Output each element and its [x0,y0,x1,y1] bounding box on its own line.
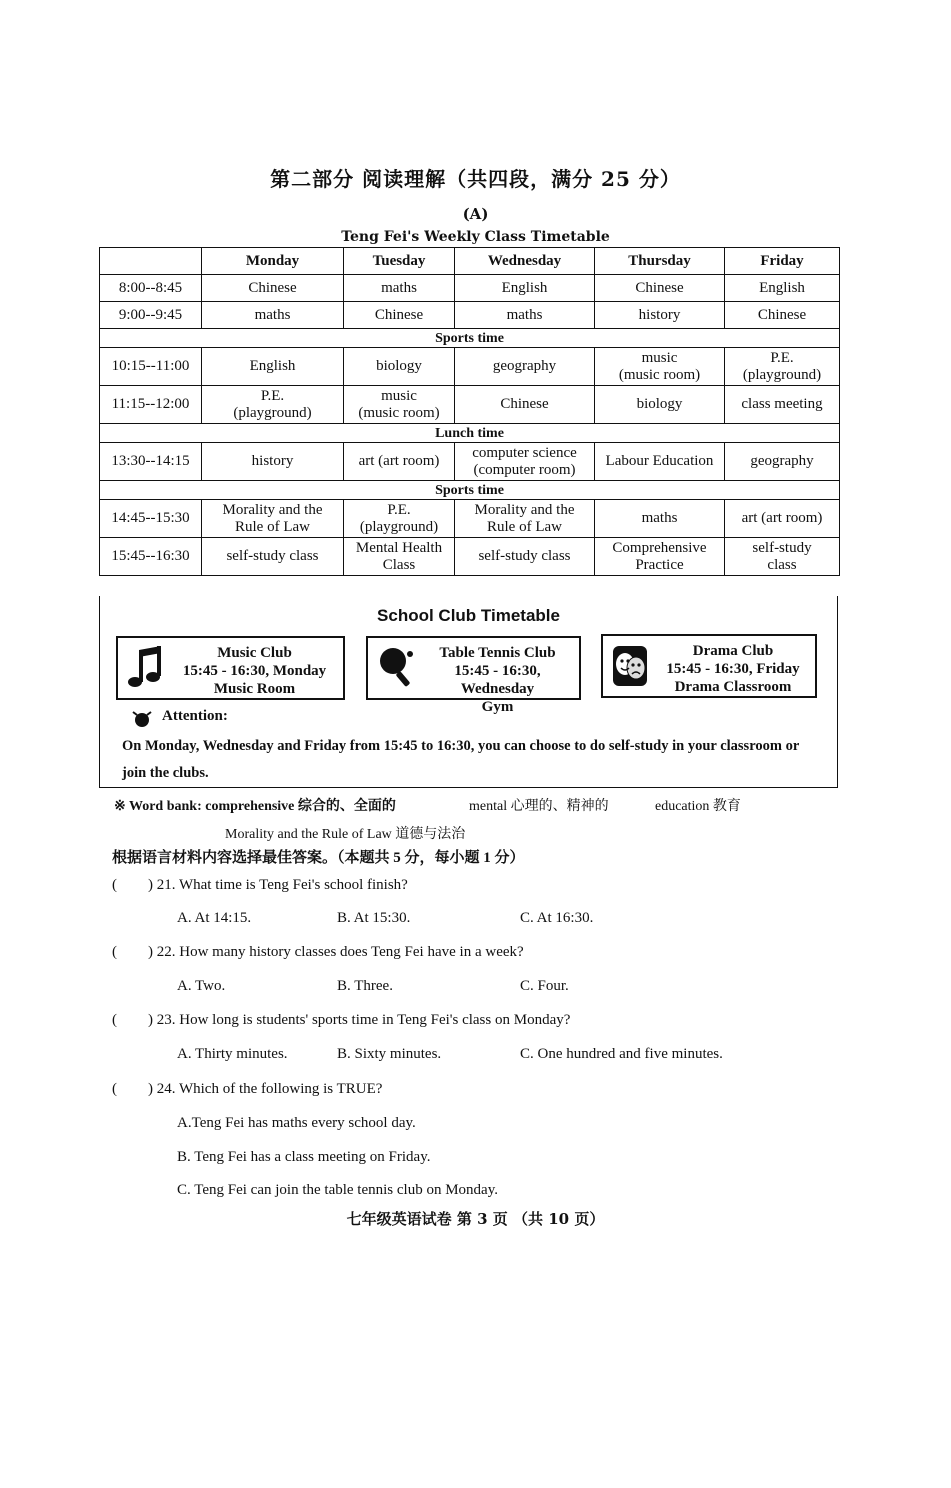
q21-option-c: C. At 16:30. [520,910,594,926]
q23-option-a: A. Thirty minutes. [177,1046,288,1062]
club-place: Gym [481,699,514,715]
class-cell: Morality and the Rule of Law [455,500,595,538]
section-title: 第二部分 阅读理解（共四段，满分 25 分） [270,167,681,191]
club-time: 15:45 - 16:30, Wednesday [454,663,541,697]
attention-text: On Monday, Wednesday and Friday from 15:45 to 16:30, you can choose to do self-study in your classroom or join the clubs. [122,738,799,781]
class-cell: Chinese [344,302,455,329]
timetable-header-row [100,248,840,275]
time-slot: 10:15--11:00 [100,348,202,386]
day-header: Wednesday [455,248,595,275]
q22-text: ) 22. How many history classes does Teng Fei have in a week? [148,944,524,960]
class-cell: P.E. (playground) [725,348,840,386]
class-cell: English [455,275,595,302]
music-club-card [116,636,345,700]
timetable-title: Teng Fei's Weekly Class Timetable [341,229,610,245]
ping-pong-paddle-icon [376,644,416,692]
club-section [99,596,838,788]
class-timetable [99,247,840,576]
q24-option-a: A.Teng Fei has maths every school day. [177,1115,416,1131]
club-place: Music Room [213,681,296,697]
q24-text: ) 24. Which of the following is TRUE? [148,1081,383,1097]
class-cell: biology [344,348,455,386]
q21-paren: ( [112,877,117,893]
class-cell: maths [202,302,344,329]
q22-option-a: A. Two. [177,978,226,994]
timetable-row [100,302,840,329]
passage-label: (A) [462,205,489,223]
class-cell: English [725,275,840,302]
class-cell: music (music room) [595,348,725,386]
class-cell: music (music room) [344,386,455,424]
class-cell: self-study class [455,538,595,576]
time-slot: 11:15--12:00 [100,386,202,424]
club-timetable-title: School Club Timetable [377,606,560,625]
class-cell: biology [595,386,725,424]
day-header: Tuesday [344,248,455,275]
q21-option-b: B. At 15:30. [337,910,411,926]
word-bank-mental: mental 心理的、精神的 [469,799,609,814]
timetable-row [100,348,840,386]
club-name: Music Club [217,645,292,661]
table-tennis-club-card [366,636,581,715]
time-slot: 8:00--8:45 [100,275,202,302]
class-cell: Mental Health Class [344,538,455,576]
attention-label: Attention: [162,708,228,724]
class-cell: Chinese [455,386,595,424]
break-label: Sports time [100,329,840,348]
class-cell: Morality and the Rule of Law [202,500,344,538]
drama-club-card [601,634,817,698]
q22-paren: ( [112,944,117,960]
class-cell: computer science (computer room) [455,443,595,481]
break-row [100,424,840,443]
break-row [100,329,840,348]
time-slot: 9:00--9:45 [100,302,202,329]
class-cell: art (art room) [344,443,455,481]
q21-text: ) 21. What time is Teng Fei's school finish? [148,877,408,893]
word-bank-line2: Morality and the Rule of Law 道德与法治 [225,827,466,842]
break-row [100,481,840,500]
class-cell: maths [344,275,455,302]
page-footer: 七年级英语试卷 第 3 页 （共 10 页） [346,1210,605,1228]
time-slot: 13:30--14:15 [100,443,202,481]
class-cell: P.E. (playground) [344,500,455,538]
class-cell: Chinese [725,302,840,329]
day-header: Monday [202,248,344,275]
break-label: Lunch time [100,424,840,443]
class-cell: Chinese [595,275,725,302]
timetable-row [100,500,840,538]
q22-option-c: C. Four. [520,978,569,994]
q23-option-b: B. Sixty minutes. [337,1046,442,1062]
timetable-corner-cell [100,248,202,275]
club-name: Drama Club [692,643,774,659]
attention-bell-icon [130,710,154,728]
timetable-row [100,275,840,302]
q23-text: ) 23. How long is students' sports time in Teng Fei's class on Monday? [148,1012,571,1028]
word-bank-line1: ※ Word bank: comprehensive 综合的、全面的 [114,799,396,814]
class-cell: Chinese [202,275,344,302]
class-cell: P.E. (playground) [202,386,344,424]
day-header: Thursday [595,248,725,275]
class-cell: history [202,443,344,481]
day-header: Friday [725,248,840,275]
q23-paren: ( [112,1012,117,1028]
class-cell: geography [725,443,840,481]
time-slot: 15:45--16:30 [100,538,202,576]
club-place: Drama Classroom [674,679,792,695]
word-bank-education: education 教育 [655,799,741,814]
music-note-icon [126,644,166,692]
timetable-row [100,443,840,481]
time-slot: 14:45--15:30 [100,500,202,538]
class-cell: history [595,302,725,329]
drama-masks-icon [611,642,651,690]
timetable-row [100,386,840,424]
break-label: Sports time [100,481,840,500]
class-cell: art (art room) [725,500,840,538]
class-cell: class meeting [725,386,840,424]
class-cell: maths [595,500,725,538]
class-cell: self-study class [202,538,344,576]
class-cell: self-study class [725,538,840,576]
club-name: Table Tennis Club [439,645,556,661]
q24-option-c: C. Teng Fei can join the table tennis club on Monday. [177,1182,498,1198]
q24-paren: ( [112,1081,117,1097]
class-cell: maths [455,302,595,329]
club-time: 15:45 - 16:30, Monday [182,663,327,679]
q21-option-a: A. At 14:15. [177,910,252,926]
class-cell: Comprehensive Practice [595,538,725,576]
q23-option-c: C. One hundred and five minutes. [520,1046,723,1062]
q24-option-b: B. Teng Fei has a class meeting on Friday. [177,1149,431,1165]
class-cell: Labour Education [595,443,725,481]
q22-option-b: B. Three. [337,978,393,994]
class-cell: geography [455,348,595,386]
timetable-row [100,538,840,576]
class-cell: English [202,348,344,386]
club-time: 15:45 - 16:30, Friday [666,661,800,677]
instruction: 根据语言材料内容选择最佳答案。（本题共 5 分，每小题 1 分） [112,850,525,866]
